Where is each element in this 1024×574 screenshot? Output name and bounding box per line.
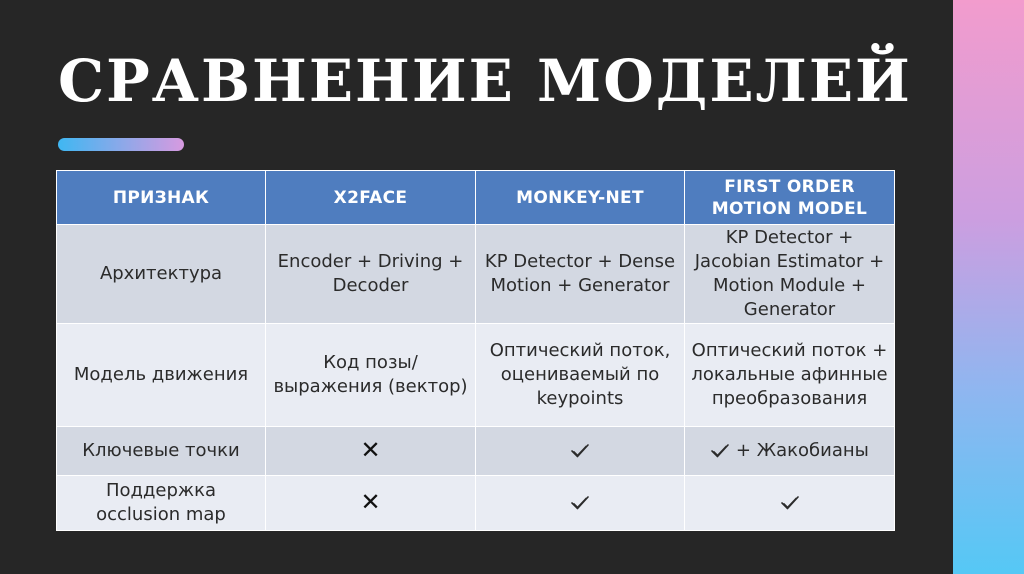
- check-icon: [570, 443, 590, 459]
- cross-icon: ✕: [360, 435, 381, 464]
- check-icon: [710, 443, 730, 459]
- cell-fomm: Оптический поток + локальные афинные преобразования: [685, 324, 895, 427]
- cell-fomm: [685, 476, 895, 531]
- cell-feature: Архитектура: [57, 225, 266, 324]
- cell-monkey-net: [476, 476, 685, 531]
- table-row: [57, 427, 895, 476]
- cell-x2face: [266, 427, 476, 476]
- check-icon: [780, 495, 800, 511]
- header-feature: ПРИЗНАК: [57, 171, 266, 225]
- header-fomm: FIRST ORDER MOTION MODEL: [685, 171, 895, 225]
- cell-fomm: KP Detector + Jacobian Estimator + Motion Module + Generator: [685, 225, 895, 324]
- comparison-table: [56, 170, 895, 531]
- cell-x2face: Encoder + Driving + Decoder: [266, 225, 476, 324]
- slide-title: СРАВНЕНИЕ МОДЕЛЕЙ: [58, 47, 912, 115]
- table-row: [57, 324, 895, 427]
- cell-monkey-net: Оптический поток, оцениваемый по keypoints: [476, 324, 685, 427]
- table-row: [57, 476, 895, 531]
- check-icon: [570, 495, 590, 511]
- jacobians-label: + Жакобианы: [735, 440, 869, 461]
- title-accent-line: [58, 138, 184, 151]
- decorative-gradient-bar: [953, 0, 1024, 574]
- cell-feature: Модель движения: [57, 324, 266, 427]
- cell-monkey-net: [476, 427, 685, 476]
- cell-feature: Ключевые точки: [57, 427, 266, 476]
- cell-fomm: [685, 427, 895, 476]
- cross-icon: ✕: [360, 487, 381, 516]
- cell-x2face: [266, 476, 476, 531]
- cell-monkey-net: KP Detector + Dense Motion + Generator: [476, 225, 685, 324]
- header-monkey-net: MONKEY-NET: [476, 171, 685, 225]
- header-x2face: X2FACE: [266, 171, 476, 225]
- cell-feature: Поддержка occlusion map: [57, 476, 266, 531]
- table-row: [57, 225, 895, 324]
- table-header-row: [57, 171, 895, 225]
- cell-x2face: Код позы/выражения (вектор): [266, 324, 476, 427]
